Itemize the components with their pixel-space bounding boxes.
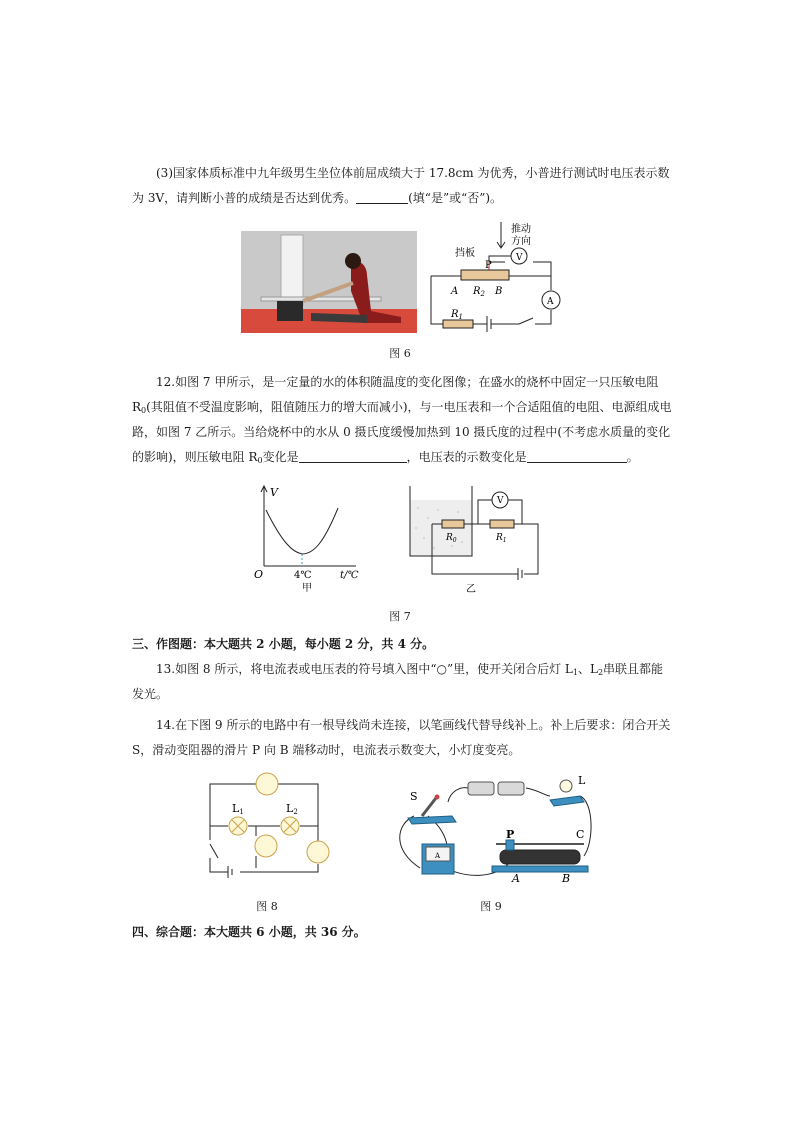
q13-line1: 13.如图 8 所示，将电流表或电压表的符号填入图中“○”里，使开关闭合后灯 $L_1$、$L_2$串联且都能 — [156, 662, 664, 677]
fig9-p-label: P — [506, 828, 515, 841]
fig7-r0-label: $R_0$ — [446, 533, 457, 544]
fig6-r2-label: $R_2$ — [473, 286, 485, 298]
fig8-l2-label: L2 — [286, 802, 298, 816]
fig7-y-label: V — [270, 486, 278, 499]
fig7-graph — [252, 482, 364, 594]
answer-blank-r0[interactable] — [299, 448, 407, 463]
fig7-origin-label: O — [254, 568, 264, 581]
fig9-circuit — [388, 772, 596, 890]
q11-part3-line1: (3)国家体质标准中九年级男生坐位体前屈成绩大于 17.8cm 为优秀，小普进行测试时电压表示数 — [156, 166, 670, 180]
q14-line2: S，滑动变阻器的滑片 P 向 B 端移动时，电流表示数变大，小灯度变亮。 — [132, 743, 521, 757]
fig6-r1-label: $R_1$ — [451, 309, 463, 321]
fig7-circuit — [404, 482, 554, 594]
battery-icon — [468, 782, 494, 795]
q11-part3-line2: 为 3V，请判断小普的成绩是否达到优秀。 (填“是”或“否”)。 — [132, 191, 503, 205]
fig9-caption: 图 9 — [480, 900, 502, 913]
fig6-push-label: 推动 — [511, 224, 531, 235]
fig9-s-label: S — [410, 790, 418, 803]
meter-slot-middle[interactable] — [255, 835, 277, 857]
switch-lever-icon — [422, 798, 436, 816]
slider-handle[interactable] — [506, 840, 514, 850]
fig6-circuit — [425, 218, 570, 336]
fig8-l1-label: L1 — [232, 802, 244, 816]
fig7-caption: 图 7 — [389, 610, 411, 623]
fig6-plate-label: 挡板 — [455, 248, 475, 259]
ammeter-icon: A — [547, 297, 554, 307]
fig9-a-label: A — [512, 872, 520, 885]
fig9-l-label: L — [578, 774, 586, 787]
bulb-icon — [560, 780, 572, 792]
fig7-x-label: t/℃ — [340, 570, 359, 581]
fig7-sublabel-yi: 乙 — [466, 584, 476, 594]
meter-slot-top[interactable] — [256, 773, 278, 795]
q13-line2: 发光。 — [132, 687, 169, 701]
battery-icon — [498, 782, 524, 795]
fig6-photo — [241, 231, 417, 333]
fig8-circuit — [200, 772, 332, 890]
section-3-title: 三、作图题：本大题共 2 小题，每小题 2 分，共 4 分。 — [132, 637, 435, 651]
rheostat-coil-icon — [500, 850, 580, 864]
fig8-caption: 图 8 — [256, 900, 278, 913]
fig6-caption: 图 6 — [389, 347, 411, 360]
fig6-a-label: A — [451, 286, 459, 297]
section-4-title: 四、综合题：本大题共 6 小题，共 36 分。 — [132, 925, 366, 939]
answer-blank[interactable] — [356, 189, 408, 204]
q12-line4: 的影响)，则压敏电阻 $R_0$变化是 ，电压表的示数变化是 。 — [132, 450, 639, 465]
answer-blank-voltmeter[interactable] — [527, 448, 627, 463]
fig9-c-label: C — [576, 828, 585, 841]
meter-slot-right[interactable] — [307, 841, 329, 863]
fig6-direction-label: 方向 — [511, 236, 531, 247]
voltmeter-icon: V — [516, 253, 523, 263]
q12-line3: 路，如图 7 乙所示。当给烧杯中的水从 0 摄氏度缓慢加热到 10 摄氏度的过程中(不考虑水质量的变化 — [132, 425, 671, 439]
fig9-b-label: B — [562, 872, 571, 885]
fig9-meter-label: A — [435, 852, 441, 860]
fig7-sublabel-jia: 甲 — [302, 583, 312, 594]
q14-line1: 14.在下图 9 所示的电路中有一根导线尚未连接，以笔画线代替导线补上。补上后要求：闭合开关 — [156, 718, 671, 732]
voltmeter-icon: V — [497, 496, 504, 506]
fig7-r1-label: $R_1$ — [496, 533, 507, 544]
fig7-tick-label: 4℃ — [294, 570, 312, 581]
fig6-b-label: B — [495, 286, 503, 297]
fig6-p-label: P — [485, 260, 492, 271]
q12-line2: $R_0$(其阻值不受温度影响，阻值随压力的增大而减小)，与一电压表和一个合适阻值的电阻、电源组成电 — [132, 400, 672, 415]
q12-line1: 12.如图 7 甲所示，是一定量的水的体积随温度的变化图像；在盛水的烧杯中固定一只压敏电阻 — [156, 375, 659, 389]
